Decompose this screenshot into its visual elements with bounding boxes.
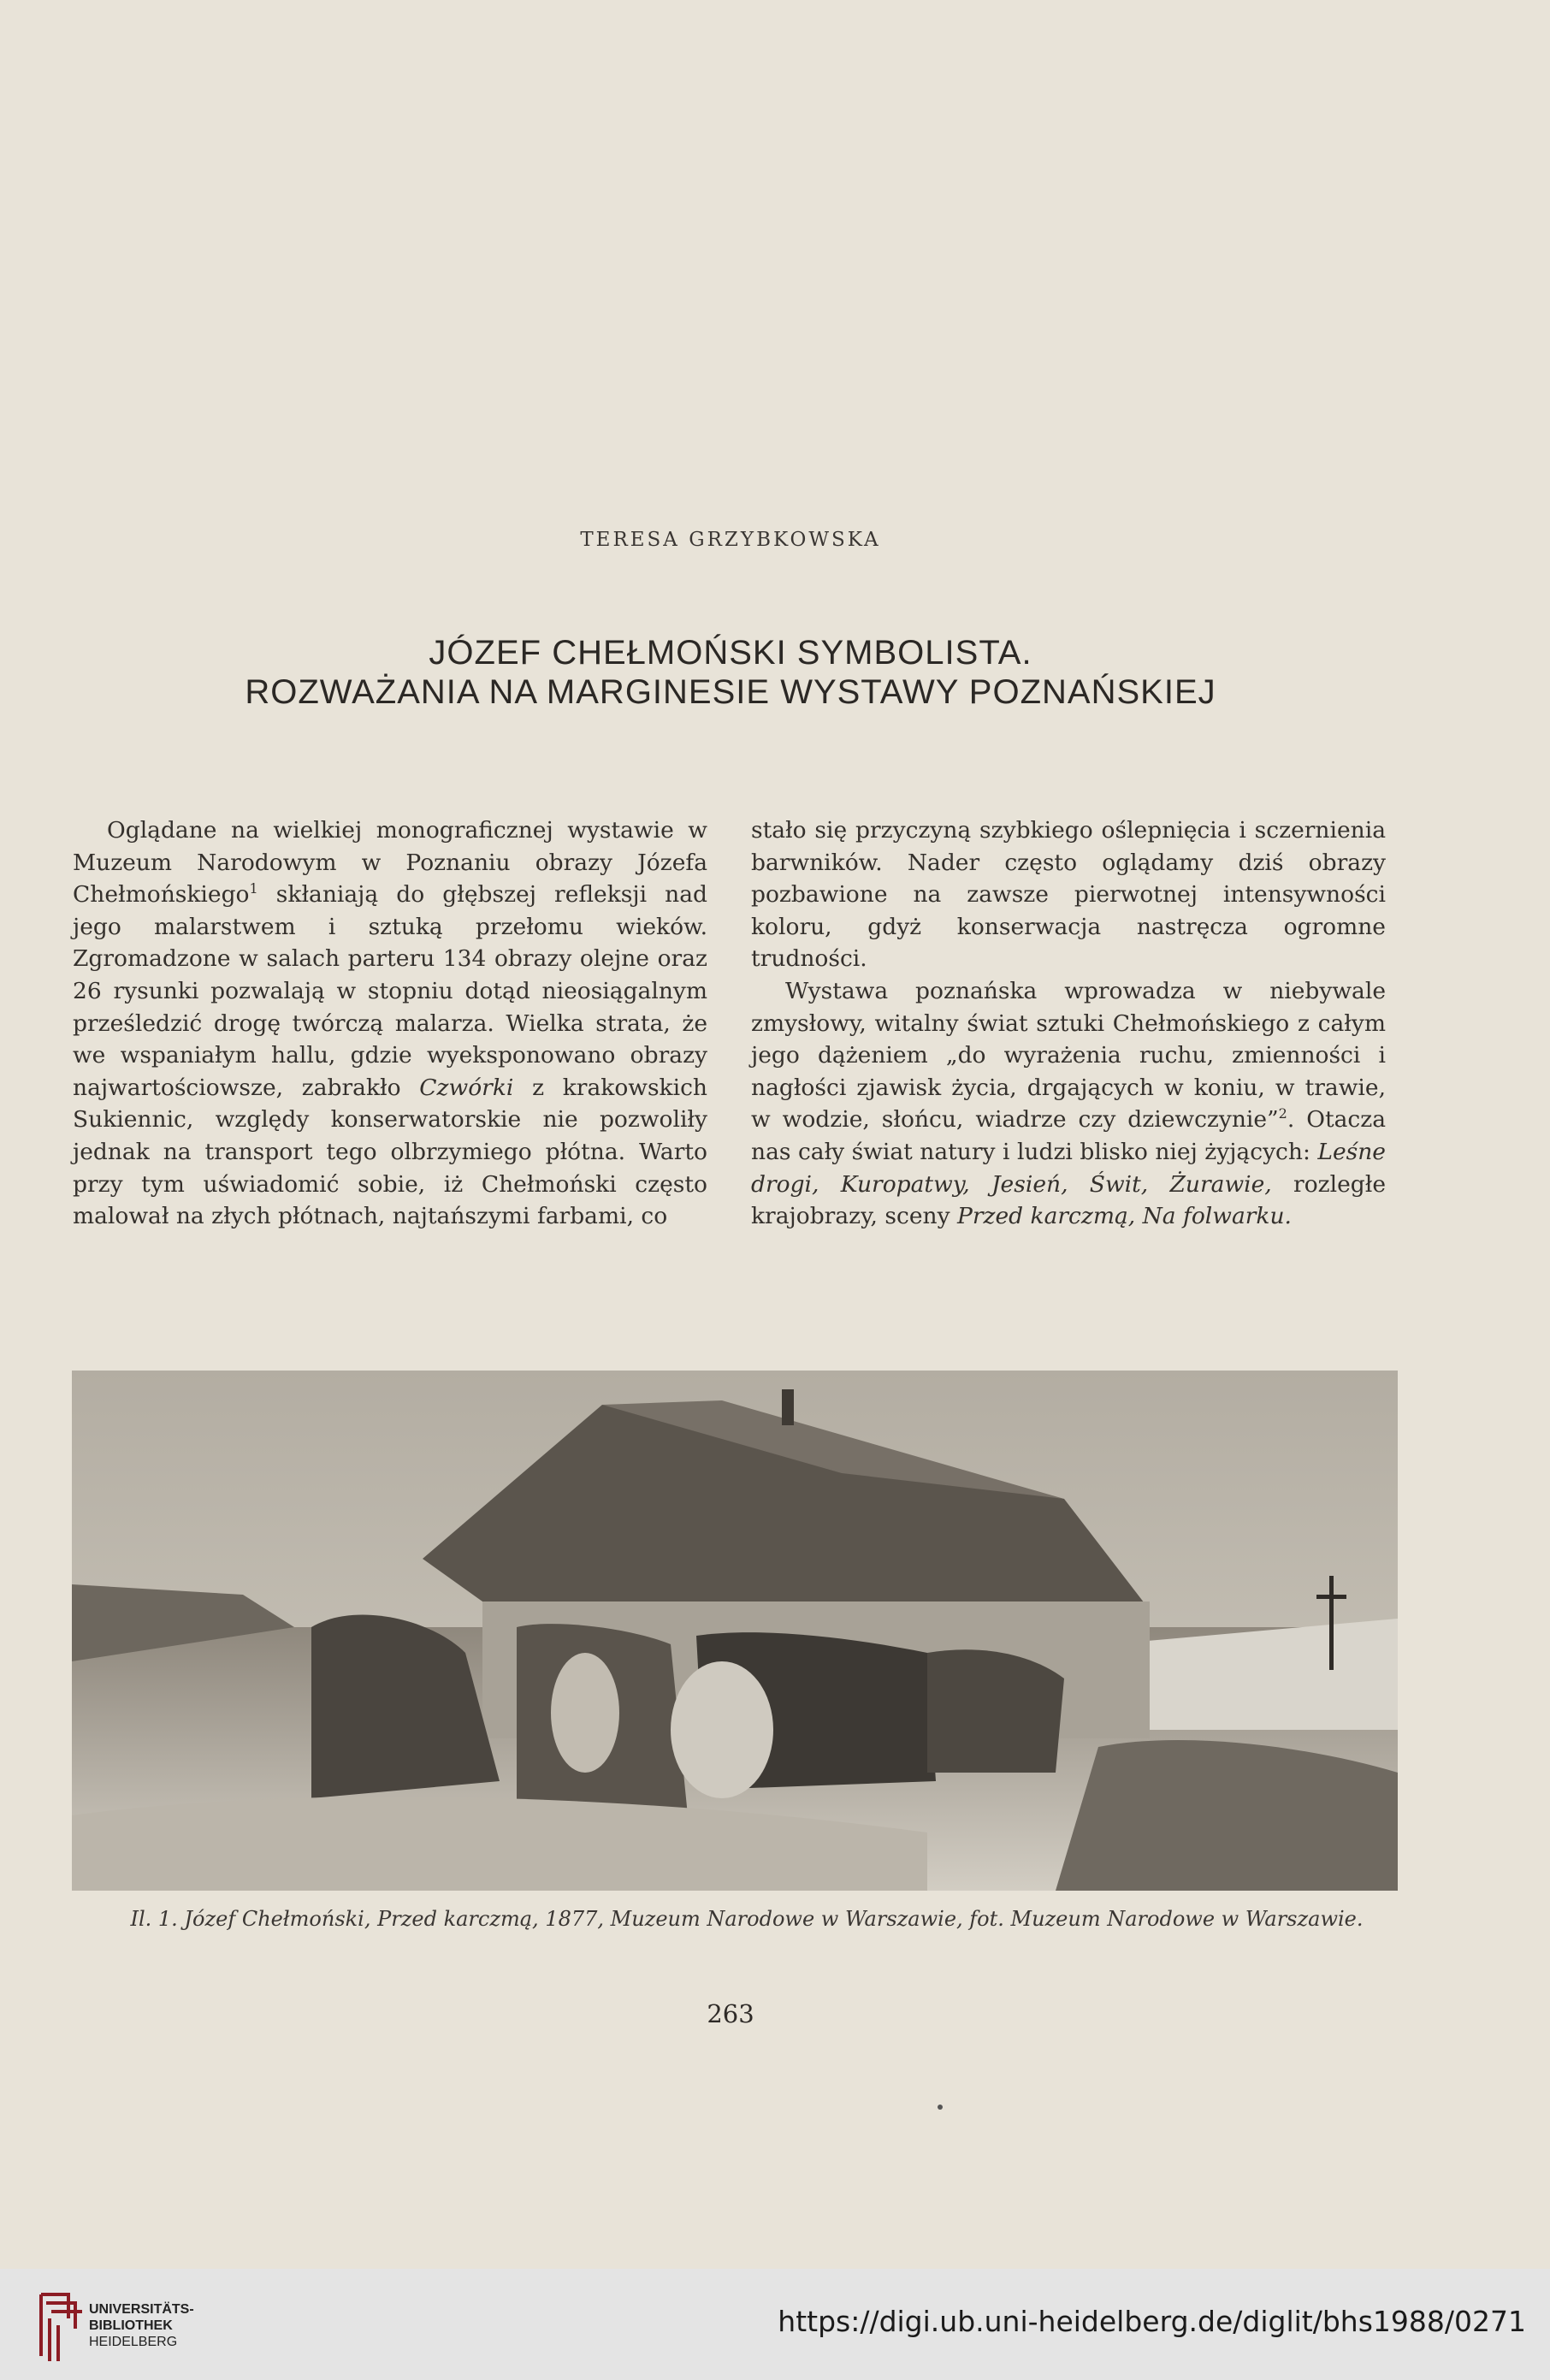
title-line-1: JÓZEF CHEŁMOŃSKI SYMBOLISTA. bbox=[429, 634, 1032, 672]
library-logo-icon bbox=[34, 2284, 86, 2366]
artwork-titles-scenes: Przed karczmą, Na folwarku. bbox=[956, 1203, 1292, 1230]
author-name: TERESA GRZYBKOWSKA bbox=[580, 529, 881, 551]
text-column-right bbox=[751, 814, 1386, 1233]
text-column-left bbox=[73, 814, 707, 1233]
library-name-line-2: BIBLIOTHEK bbox=[89, 2318, 173, 2333]
paragraph-1-text-c: z krakowskich Sukiennic, względy konserwatorskie nie pozwoliły jednak na transport tego olbrzymiego płótna. Warto przy tym uświadomić sobie, iż Chełmoński często malował na złych płótnach, najtańszymi farbami, co bbox=[73, 1074, 707, 1230]
paragraph-1-continued: stało się przyczyną szybkiego oślepnięcia i sczernienia barwników. Nader często oglądamy dziś obrazy pozbawione na zawsze pierwotnej intensywności koloru, gdyż konserwacja nastręcza ogromne trudności. bbox=[751, 817, 1386, 973]
footnote-ref-2: 2 bbox=[1278, 1105, 1287, 1122]
paragraph-2 bbox=[751, 975, 1386, 1233]
painting-przed-karczma bbox=[72, 1371, 1398, 1891]
article-title bbox=[0, 633, 1461, 712]
library-name-line-1: UNIVERSITÄTS- bbox=[89, 2302, 194, 2317]
title-line-2: ROZWAŻANIA NA MARGINESIE WYSTAWY POZNAŃSKIEJ bbox=[245, 673, 1216, 711]
viewer-footer bbox=[0, 2269, 1550, 2380]
painting-illustration bbox=[72, 1371, 1398, 1891]
paragraph-2-text-a: Wystawa poznańska wprowadza w niebywale zmysłowy, witalny świat sztuki Chełmońskiego z całym jego dążeniem „do wyrażenia ruchu, zmienności i nagłości zjawisk życia, drgających w koniu, w trawie, w wodzie, słońcu, wiadrze czy dziewczynie” bbox=[751, 977, 1386, 1134]
artwork-title-czworki: Czwórki bbox=[419, 1074, 514, 1101]
footnote-ref-1: 1 bbox=[249, 880, 258, 897]
paragraph-1 bbox=[73, 814, 707, 1233]
figure-caption: Il. 1. Józef Chełmoński, Przed karczmą, 1877, Muzeum Narodowe w Warszawie, fot. Muzeum Narodowe w Warszawie. bbox=[130, 1907, 1364, 1931]
paragraph-1-text-b: skłaniają do głębszej refleksji nad jego malarstwem i sztuką przełomu wieków. Zgromadzone w salach parteru 134 obrazy olejne oraz 26 rysunki pozwalają w stopniu dotąd nieosiągalnym prześledzić drogę twórczą malarza. Wielka strata, że we wspaniałym hallu, gdzie wyeksponowano obrazy najwartościowsze, zabrakło bbox=[73, 881, 707, 1101]
page-number: 263 bbox=[707, 1999, 754, 2028]
paper-speck bbox=[938, 2105, 943, 2110]
library-name-line-3: HEIDELBERG bbox=[89, 2335, 178, 2349]
permalink-url[interactable]: https://digi.ub.uni-heidelberg.de/diglit/bhs1988/0271 bbox=[778, 2305, 1526, 2338]
paragraph-2-text-c: rozległe krajobrazy, sceny bbox=[751, 1170, 1387, 1230]
artwork-titles-list: Leśne drogi, Kuropatwy, Jesień, Świt, Żurawie, bbox=[751, 1138, 1386, 1198]
paragraph-1-text-a: Oglądane na wielkiej monograficznej wystawie w Muzeum Narodowym w Poznaniu obrazy Józefa Chełmońskiego bbox=[73, 817, 707, 909]
library-name bbox=[89, 2301, 194, 2350]
paragraph-2-text-b: . Otacza nas cały świat natury i ludzi blisko niej żyjących: bbox=[751, 1106, 1386, 1165]
